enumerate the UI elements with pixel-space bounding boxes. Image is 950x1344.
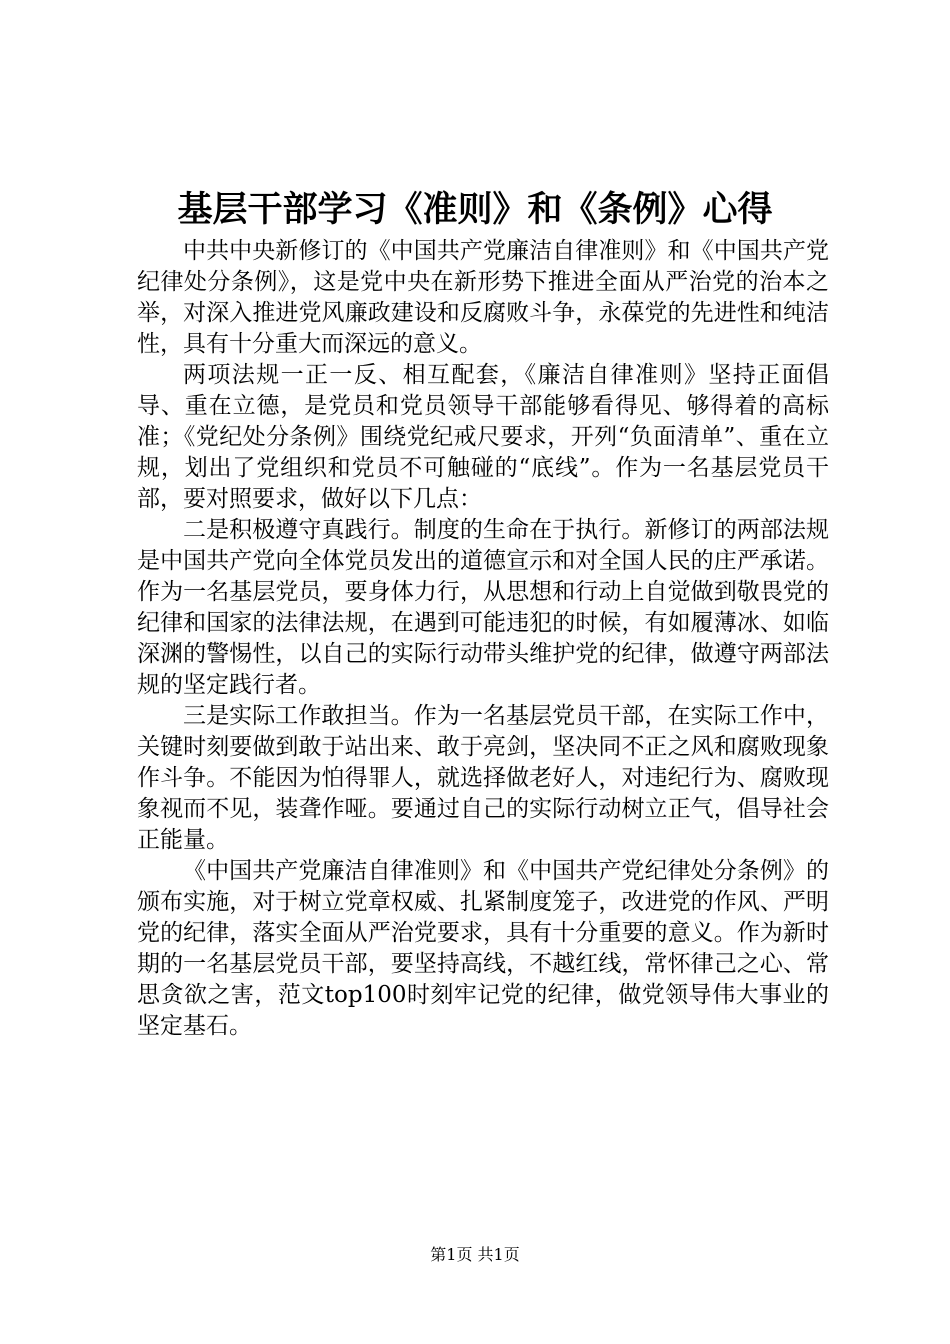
document-body <box>137 236 829 1042</box>
paragraph-4: 三是实际工作敢担当。作为一名基层党员干部，在实际工作中，关键时刻要做到敢于站出来、敢于亮剑，坚决同不正之风和腐败现象作斗争。不能因为怕得罪人，就选择做老好人，对违纪行为、腐败现象视而不见，装聋作哑。要通过自己的实际行动树立正气，倡导社会正能量。 <box>137 703 829 853</box>
paragraph-2: 两项法规一正一反、相互配套，《廉洁自律准则》坚持正面倡导、重在立德，是党员和党员领导干部能够看得见、够得着的高标准；《党纪处分条例》围绕党纪戒尺要求，开列“负面清单”、重在立规，划出了党组织和党员不可触碰的“底线”。作为一名基层党员干部，要对照要求，做好以下几点： <box>137 362 829 512</box>
page-number-footer: 第1页 共1页 <box>430 1245 520 1264</box>
paragraph-1: 中共中央新修订的《中国共产党廉洁自律准则》和《中国共产党纪律处分条例》，这是党中央在新形势下推进全面从严治党的治本之举，对深入推进党风廉政建设和反腐败斗争，永葆党的先进性和纯洁性，具有十分重大而深远的意义。 <box>137 238 829 357</box>
paragraph-5: 《中国共产党廉洁自律准则》和《中国共产党纪律处分条例》的颁布实施，对于树立党章权威、扎紧制度笼子，改进党的作风、严明党的纪律，落实全面从严治党要求，具有十分重要的意义。作为新时期的一名基层党员干部，要坚持高线，不越红线，常怀律己之心、常思贪欲之害，范文top100时刻牢记党的纪律，做党领导伟大事业的坚定基石。 <box>137 858 829 1039</box>
page-title: 基层干部学习《准则》和《条例》心得 <box>177 189 773 230</box>
paragraph-3: 二是积极遵守真践行。制度的生命在于执行。新修订的两部法规是中国共产党向全体党员发出的道德宣示和对全国人民的庄严承诺。作为一名基层党员，要身体力行，从思想和行动上自觉做到敬畏党的纪律和国家的法律法规，在遇到可能违犯的时候，有如履薄冰、如临深渊的警惕性，以自己的实际行动带头维护党的纪律，做遵守两部法规的坚定践行者。 <box>137 517 829 698</box>
